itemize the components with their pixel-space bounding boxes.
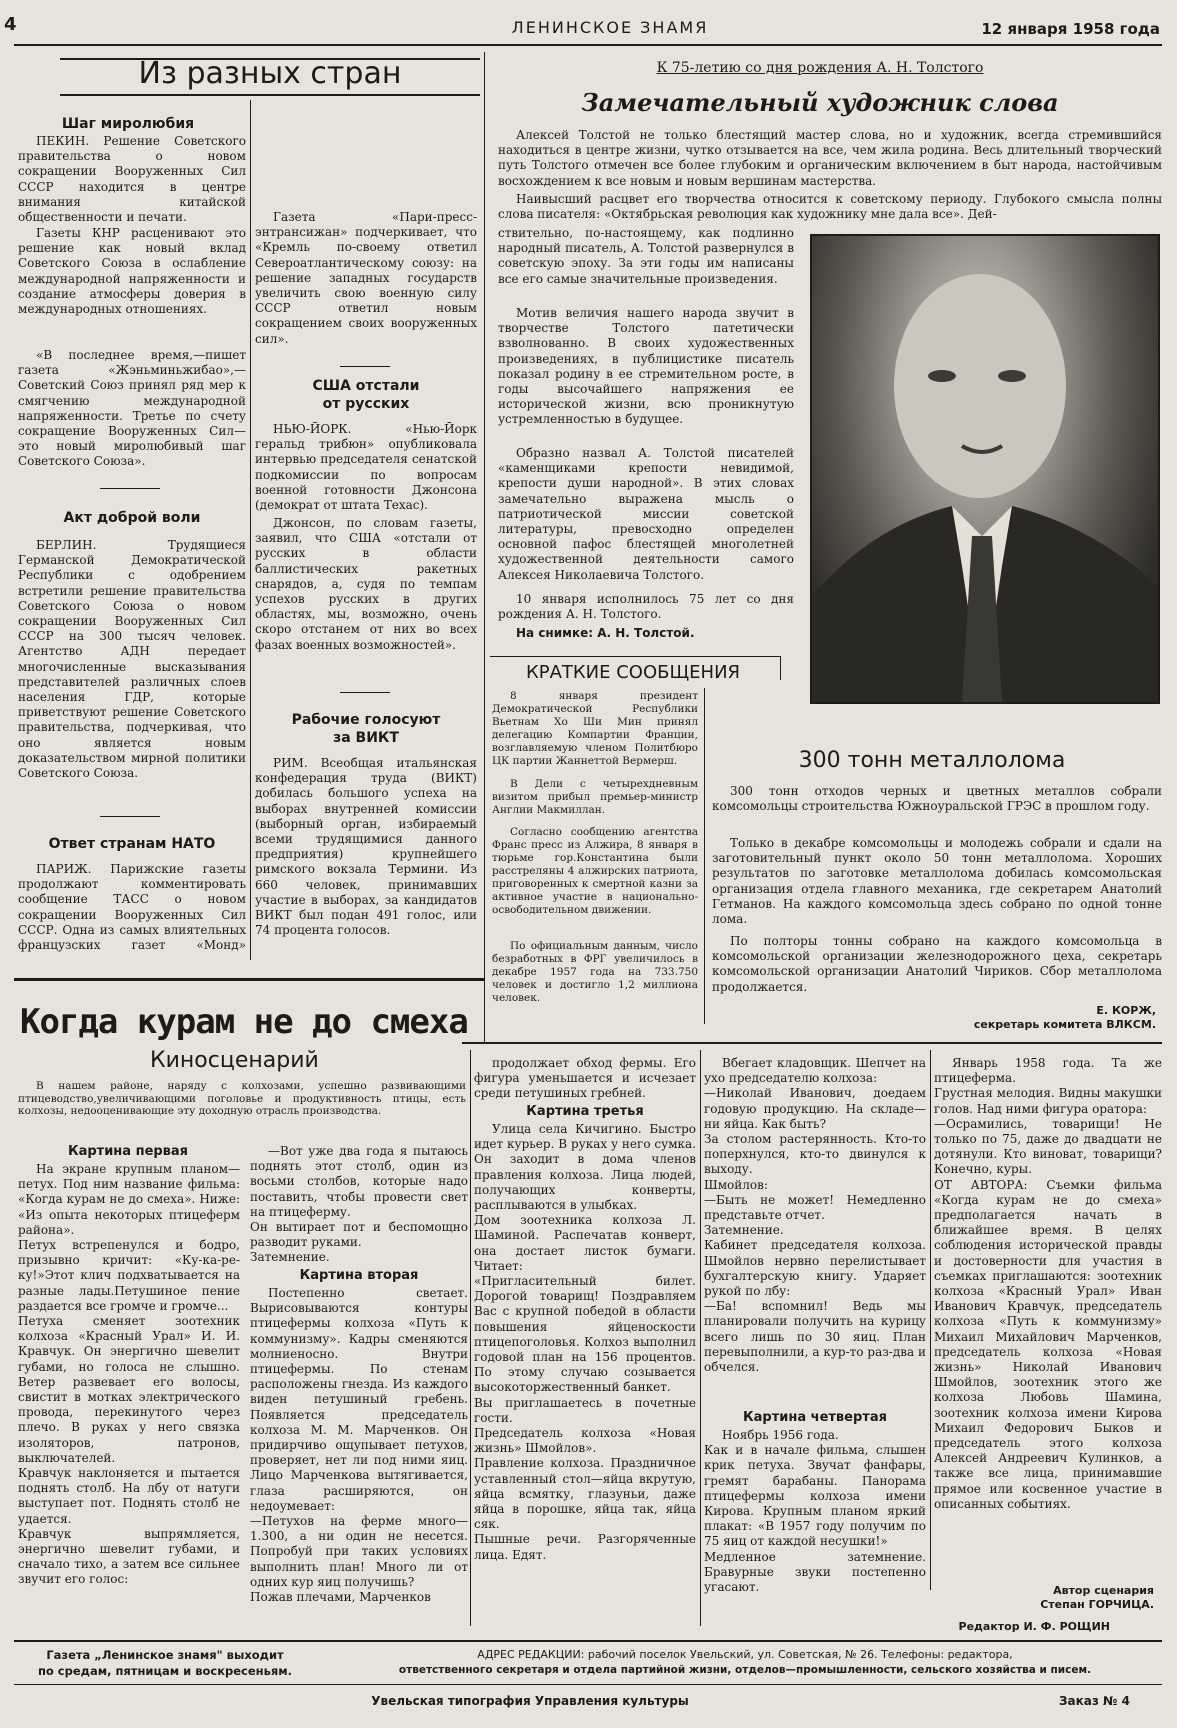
article-title: Шаг миролюбия — [61, 116, 195, 132]
film-text: продолжает обход фермы. Его фигура уменьшается и исчезает среди петушиных гребней. — [474, 1056, 696, 1101]
section-rule — [462, 1042, 1162, 1044]
brief-item: Согласно сообщению агентства Франс пресс из Алжира, 8 января в тюрьме гор.Константина были расстреляны 4 алжирских патриота, приговоренных к смертной казни за активное участие в национально-освободительном движении. — [492, 826, 698, 916]
masthead-rule — [14, 44, 1162, 46]
column-rule — [250, 100, 251, 960]
article-title: Ответ странам НАТО — [48, 836, 216, 852]
column-rule — [780, 656, 781, 680]
foreign-section-title: Из разных стран — [138, 56, 402, 91]
footer-address: ответственного секретаря и отдела партийной жизни, отделов—промышленности, сельского хозяйства и писем. — [398, 1664, 1092, 1676]
article-title: США отстали — [312, 378, 420, 394]
article-title: Акт доброй воли — [63, 510, 201, 526]
footer-schedule: по средам, пятницам и воскресеньям. — [37, 1664, 293, 1678]
article-text: Мотив величия нашего народа звучит в творчестве Толстого патетически взволнованно. В своих художественных произведениях, в публицистике писатель показал родину в ее стремительном росте, в годы высочайшего напряжения ее исторической жизни, всю проникнутую устремленностью в будущее. — [498, 306, 794, 427]
film-text: Постепенно светает. Вырисовываются контуры птицефермы колхоза «Путь к коммунизму». Кадры сменяются молниеносно. Внутри птицефермы. По стенам расположены гнезда. Из каждого виден петушиный гребень. Появляется председатель колхоза М. М. Марченков. Он придирчиво ощупывает петухов, проверяет, нет ли под ними яиц. Лицо Марченкова вытягивается, глаза расширяются, он недоумевает: —Петухов на ферме много—1.300, а ни один не несется. Попробуй при таких условиях выполнить план! Много ли от одних кур яиц получишь? Пожав плечами, Марченков — [250, 1286, 468, 1605]
article-text: 10 января исполнилось 75 лет со дня рождения А. Н. Толстого. — [498, 592, 794, 622]
article-text: Алексей Толстой не только блестящий мастер слова, но и художник, всегда стремившийся находиться в центре жизни, чутко отзывается на все, чем жила родина. Весь длительный творческий путь Толстого отмечен все более глубоким и органическим включением в быт народа, настойчивым восхождением к все новым и новым вершинам мастерства. — [498, 128, 1162, 188]
metal-title: 300 тонн металлолома — [798, 748, 1066, 773]
brief-item: По официальным данным, число безработных в ФРГ увеличилось в декабре 1957 года на 733.750 человек и достигло 1,2 миллиона человек. — [492, 940, 698, 1004]
article-text: ПАРИЖ. Парижские газеты продолжают комментировать сообщение ТАСС о новом сокращении Вооруженных Сил СССР. Одна из самых влиятельных французских газет «Монд» — [18, 862, 246, 952]
scene-heading: Картина первая — [67, 1144, 189, 1159]
editor-signature: Редактор И. Ф. РОЩИН — [958, 1620, 1110, 1633]
author-signature: Степан ГОРЧИЦА. — [1040, 1598, 1154, 1611]
film-text: Улица села Кичигино. Быстро идет курьер. В руках у него сумка. Он заходит в дома членов правления колхоза. Лица людей, получающих конверты, расплываются в улыбках. Дом зоотехника колхоза Л. Шаминой. Распечатав конверт, она достает листок бумаги. Читает: «Пригласительный билет. Дорогой товарищ! Поздравляем Вас с крупной победой в области повышения яйценоскости птицепоголовья. Колхоз выполнил годовой план на 156 процентов. По этому случаю созывается высокоторжественный банкет. Вы приглашаетесь в почетные гости. Председатель колхоза «Новая жизнь» Шмойлов». Правление колхоза. Праздничное уставленный стол—яйца вкрутую, яйца всмятку, глазуньи, даже яйца в порошке, яйца так, яйца сяк. Пышные речи. Разгоряченные лица. Едят. — [474, 1122, 696, 1562]
footer-rule — [14, 1640, 1162, 1642]
article-text: ствительно, по-настоящему, как подлинно народный писатель, А. Толстой развернулся в советскую эпоху. За эти годы им написаны все его самые значительные произведения. — [498, 226, 794, 286]
article-text: Только в декабре комсомольцы и молодежь собрали и сдали на заготовительный пункт около 50 тонн металлолома. Хороших результатов по заготовке металлолома добилась комсомольская организация отдела главного механика, где секретарем Анатолий Гетманов. На каждого комсомольца здесь собрано по одной тонне лома. — [712, 836, 1162, 927]
order-number: Заказ № 4 — [1059, 1694, 1130, 1708]
column-rule — [484, 52, 485, 1042]
author-signature: Автор сценария — [1053, 1584, 1154, 1597]
metal-signature: Е. КОРЖ, — [1096, 1004, 1156, 1017]
article-text: 300 тонн отходов черных и цветных металлов собрали комсомольцы строительства Южноуральской ГРЭС в прошлом году. — [712, 784, 1162, 814]
article-title: от русских — [322, 396, 410, 412]
portrait-silhouette-icon — [812, 236, 1158, 702]
article-text: РИМ. Всеобщая итальянская конфедерация труда (ВИКТ) добилась большого успеха на выборах внутренней комиссии (выборный орган, избираемый всеми трудящимися данного предприятия) крупнейшего римского вокзала Термини. Из 660 человек, принимавших участие в выборах, за кандидатов ВИКТ был подан 491 голос, или 74 процента голосов. — [255, 756, 477, 938]
tolstoy-kicker: К 75-летию со дня рождения А. Н. Толстого — [656, 60, 984, 76]
article-text: Газеты КНР расценивают это решение как новый вклад Советского Союза в ослабление международной напряженности и создание атмосферы доверия в международных отношениях. — [18, 226, 246, 317]
article-text: Образно назвал А. Толстой писателей «каменщиками крепости невидимой, крепости души народной». В этих словах замечательно выражена мысль о патриотической миссии советской литературы, превосходно определен основной пафос блестящей многолетней художественной деятельности самого Алексея Николаевича Толстого. — [498, 446, 794, 582]
divider — [100, 816, 160, 817]
article-text: Джонсон, по словам газеты, заявил, что США «отстали от русских в области баллистических ракетных снарядов, а, судя по темпам успехов русских в других областях, мы, возможно, очень скоро отстанем от них во всех фазах военных возможностей». — [255, 516, 477, 652]
column-rule — [490, 656, 780, 657]
article-text: По полторы тонны собрано на каждого комсомольца в комсомольской организации железнодорожного цеха, секретарь комсомольской организации Анатолий Чириков. Сбор металлолома продолжается. — [712, 934, 1162, 994]
scene-heading: Картина вторая — [299, 1268, 419, 1283]
divider — [100, 488, 160, 489]
section-rule — [14, 978, 484, 981]
film-text: Январь 1958 года. Та же птицеферма. Грустная мелодия. Видны макушки голов. Над ними фигура оратора: —Осрамились, товарищи! Не только по 75, даже до двадцати не дотянули. Кто виноват, товарищи? Конечно, куры. ОТ АВТОРА: Съемки фильма «Когда курам не до смеха» предполагается начать в ближайшее время. В целях соблюдения исторической правды и достоверности для участия в съемках приглашаются: зоотехник колхоза «Красный Урал» Иван Иванович Кравчук, председатель колхоза «Путь к коммунизму» Михаил Михайлович Марченков, председатель колхоза «Новая жизнь» Николай Иванович Шмойлов, зоотехник этого же колхоза Любовь Шамина, зоотехник колхоза имени Кирова Михаил Федорович Быков и председатель этого колхоза Алексей Андреевич Кулинков, а также все лица, принимавшие прямое или косвенное участие в описанных событиях. — [934, 1056, 1162, 1511]
column-rule — [470, 1050, 471, 1626]
page-number: 4 — [4, 14, 17, 35]
brief-item: В Дели с четырехдневным визитом прибыл премьер-министр Англии Макмиллан. — [492, 778, 698, 816]
film-intro: В нашем районе, наряду с колхозами, успешно развивающими птицеводство,увеличивающими поголовье и продуктивность птицы, есть колхозы, недооценивающие эту доходную отрасль производства. — [18, 1080, 466, 1117]
issue-date: 12 января 1958 года — [981, 20, 1160, 38]
tolstoy-title: Замечательный художник слова — [581, 88, 1059, 117]
photo-caption: На снимке: А. Н. Толстой. — [516, 626, 695, 640]
divider — [340, 366, 390, 367]
paper-name: ЛЕНИНСКОЕ ЗНАМЯ — [511, 18, 709, 37]
film-text: —Вот уже два года я пытаюсь поднять этот столб, один из восьми столбов, которые надо поставить, чтобы провести свет на птицеферму. Он вытирает пот и беспомощно разводит руками. Затемнение. — [250, 1144, 468, 1265]
divider — [340, 692, 390, 693]
article-text: БЕРЛИН. Трудящиеся Германской Демократической Республики с одобрением встретили решение правительства Советского Союза о новом сокращении Вооруженных Сил СССР на 300 тысяч человек. Агентство АДН передает многочисленные высказывания представителей различных слоев населения ГДР, которые приветствуют решение Советского правительства, подчеркивая, что оно является новым доказательством мирной политики Советского Союза. — [18, 538, 246, 781]
film-text: Ноябрь 1956 года. Как и в начале фильма, слышен крик петуха. Звучат фанфары, гремят барабаны. Панорама птицефермы колхоза имени Кирова. Крупным планом яркий плакат: «В 1957 году получим по 75 яиц от каждой несушки!» Медленное затемнение. Бравурные звуки постепенно угасают. — [704, 1428, 926, 1595]
film-text: Вбегает кладовщик. Шепчет на ухо председателю колхоза: —Николай Иванович, доедаем годовую продукцию. На складе—ни яйца. Как быть? За столом растерянность. Кто-то поперхнулся, кто-то двинулся к выходу. Шмойлов: —Быть не может! Немедленно представьте отчет. Затемнение. Кабинет председателя колхоза. Шмойлов нервно перелистывает бухгалтерскую книгу. Ударяет рукой по лбу: —Ба! вспомнил! Ведь мы планировали получить на курицу всего лишь по 30 яиц. План перевыполнили, а кур-то раз-два и обчелся. — [704, 1056, 926, 1375]
article-text: Газета «Пари-пресс-энтрансижан» подчеркивает, что «Кремль по-своему ответил Североатлантическому союзу: на решение западных государств увеличить свою военную силу СССР ответил новым сокращением своих вооруженных сил». — [255, 210, 477, 346]
tolstoy-portrait — [810, 234, 1160, 704]
footer-address: АДРЕС РЕДАКЦИИ: рабочий поселок Увельский, ул. Советская, № 26. Телефоны: редактора, — [477, 1648, 1013, 1661]
metal-signature: секретарь комитета ВЛКСМ. — [973, 1018, 1156, 1031]
footer-schedule: Газета „Ленинское знамя" выходит — [46, 1648, 284, 1662]
brief-item: 8 января президент Демократической Республики Вьетнам Хо Ши Мин принял делегацию Компартии Франции, возглавляемую членом Политбюро ЦК партии Жаннеттой Вермерш. — [492, 690, 698, 767]
brief-title: КРАТКИЕ СООБЩЕНИЯ — [525, 662, 741, 683]
article-text: НЬЮ-ЙОРК. «Нью-Йорк геральд трибюн» опубликовала интервью председателя сенатской подкомиссии по вопросам военной готовности Джонсона (демократ от штата Техас). — [255, 422, 477, 513]
column-rule — [704, 688, 705, 1024]
article-title: за ВИКТ — [333, 730, 399, 746]
scene-heading: Картина третья — [526, 1104, 644, 1119]
article-title: Рабочие голосуют — [291, 712, 441, 728]
article-text: «В последнее время,—пишет газета «Жэньминьжибао»,—Советский Союз принял ряд мер к смягчению международной напряженности. Третье по счету сокращение Вооруженных Сил—это новый миролюбивый шаг Советского Союза». — [18, 348, 246, 469]
article-text: ПЕКИН. Решение Советского правительства о новом сокращении Вооруженных Сил СССР находится в центре внимания китайской общественности и печати. — [18, 134, 246, 225]
article-text: Наивысший расцвет его творчества относится к советскому периоду. Глубокого смысла полны слова писателя: «Октябрьская революция как художнику мне дала все». Дей- — [498, 192, 1162, 222]
footer-rule — [14, 1684, 1162, 1685]
film-text: На экране крупным планом—петух. Под ним название фильма: «Когда курам не до смеха». Ниже: «Из опыта некоторых птицеферм района». Петух встрепенулся и бодро, призывно кричит: «Ку-ка-ре-ку!»Этот клич подхватывается на разные лады.Петушиное пение раздается все громче и громче... Петуха сменяет зоотехник колхоза «Красный Урал» И. И. Кравчук. Он энергично шевелит губами, но голоса не слышно. Ветер развевает его волосы, свистит в мотках электрического провода, перекинутого через плечо. В руках у него связка изоляторов, патронов, выключателей. Кравчук наклоняется и пытается поднять столб. На лбу от натуги выступает пот. Поднять столб не удается. Кравчук выпрямляется, энергично шевелит губами, и сначало тихо, а затем все сильнее звучит его голос: — [18, 1162, 240, 1587]
film-title: Когда курам не до смеха — [20, 1002, 468, 1042]
column-rule — [700, 1050, 701, 1626]
printer-line: Увельская типография Управления культуры — [371, 1694, 689, 1708]
film-subtitle: Киносценарий — [150, 1048, 319, 1073]
column-rule — [930, 1050, 931, 1590]
scene-heading: Картина четвертая — [743, 1410, 887, 1425]
